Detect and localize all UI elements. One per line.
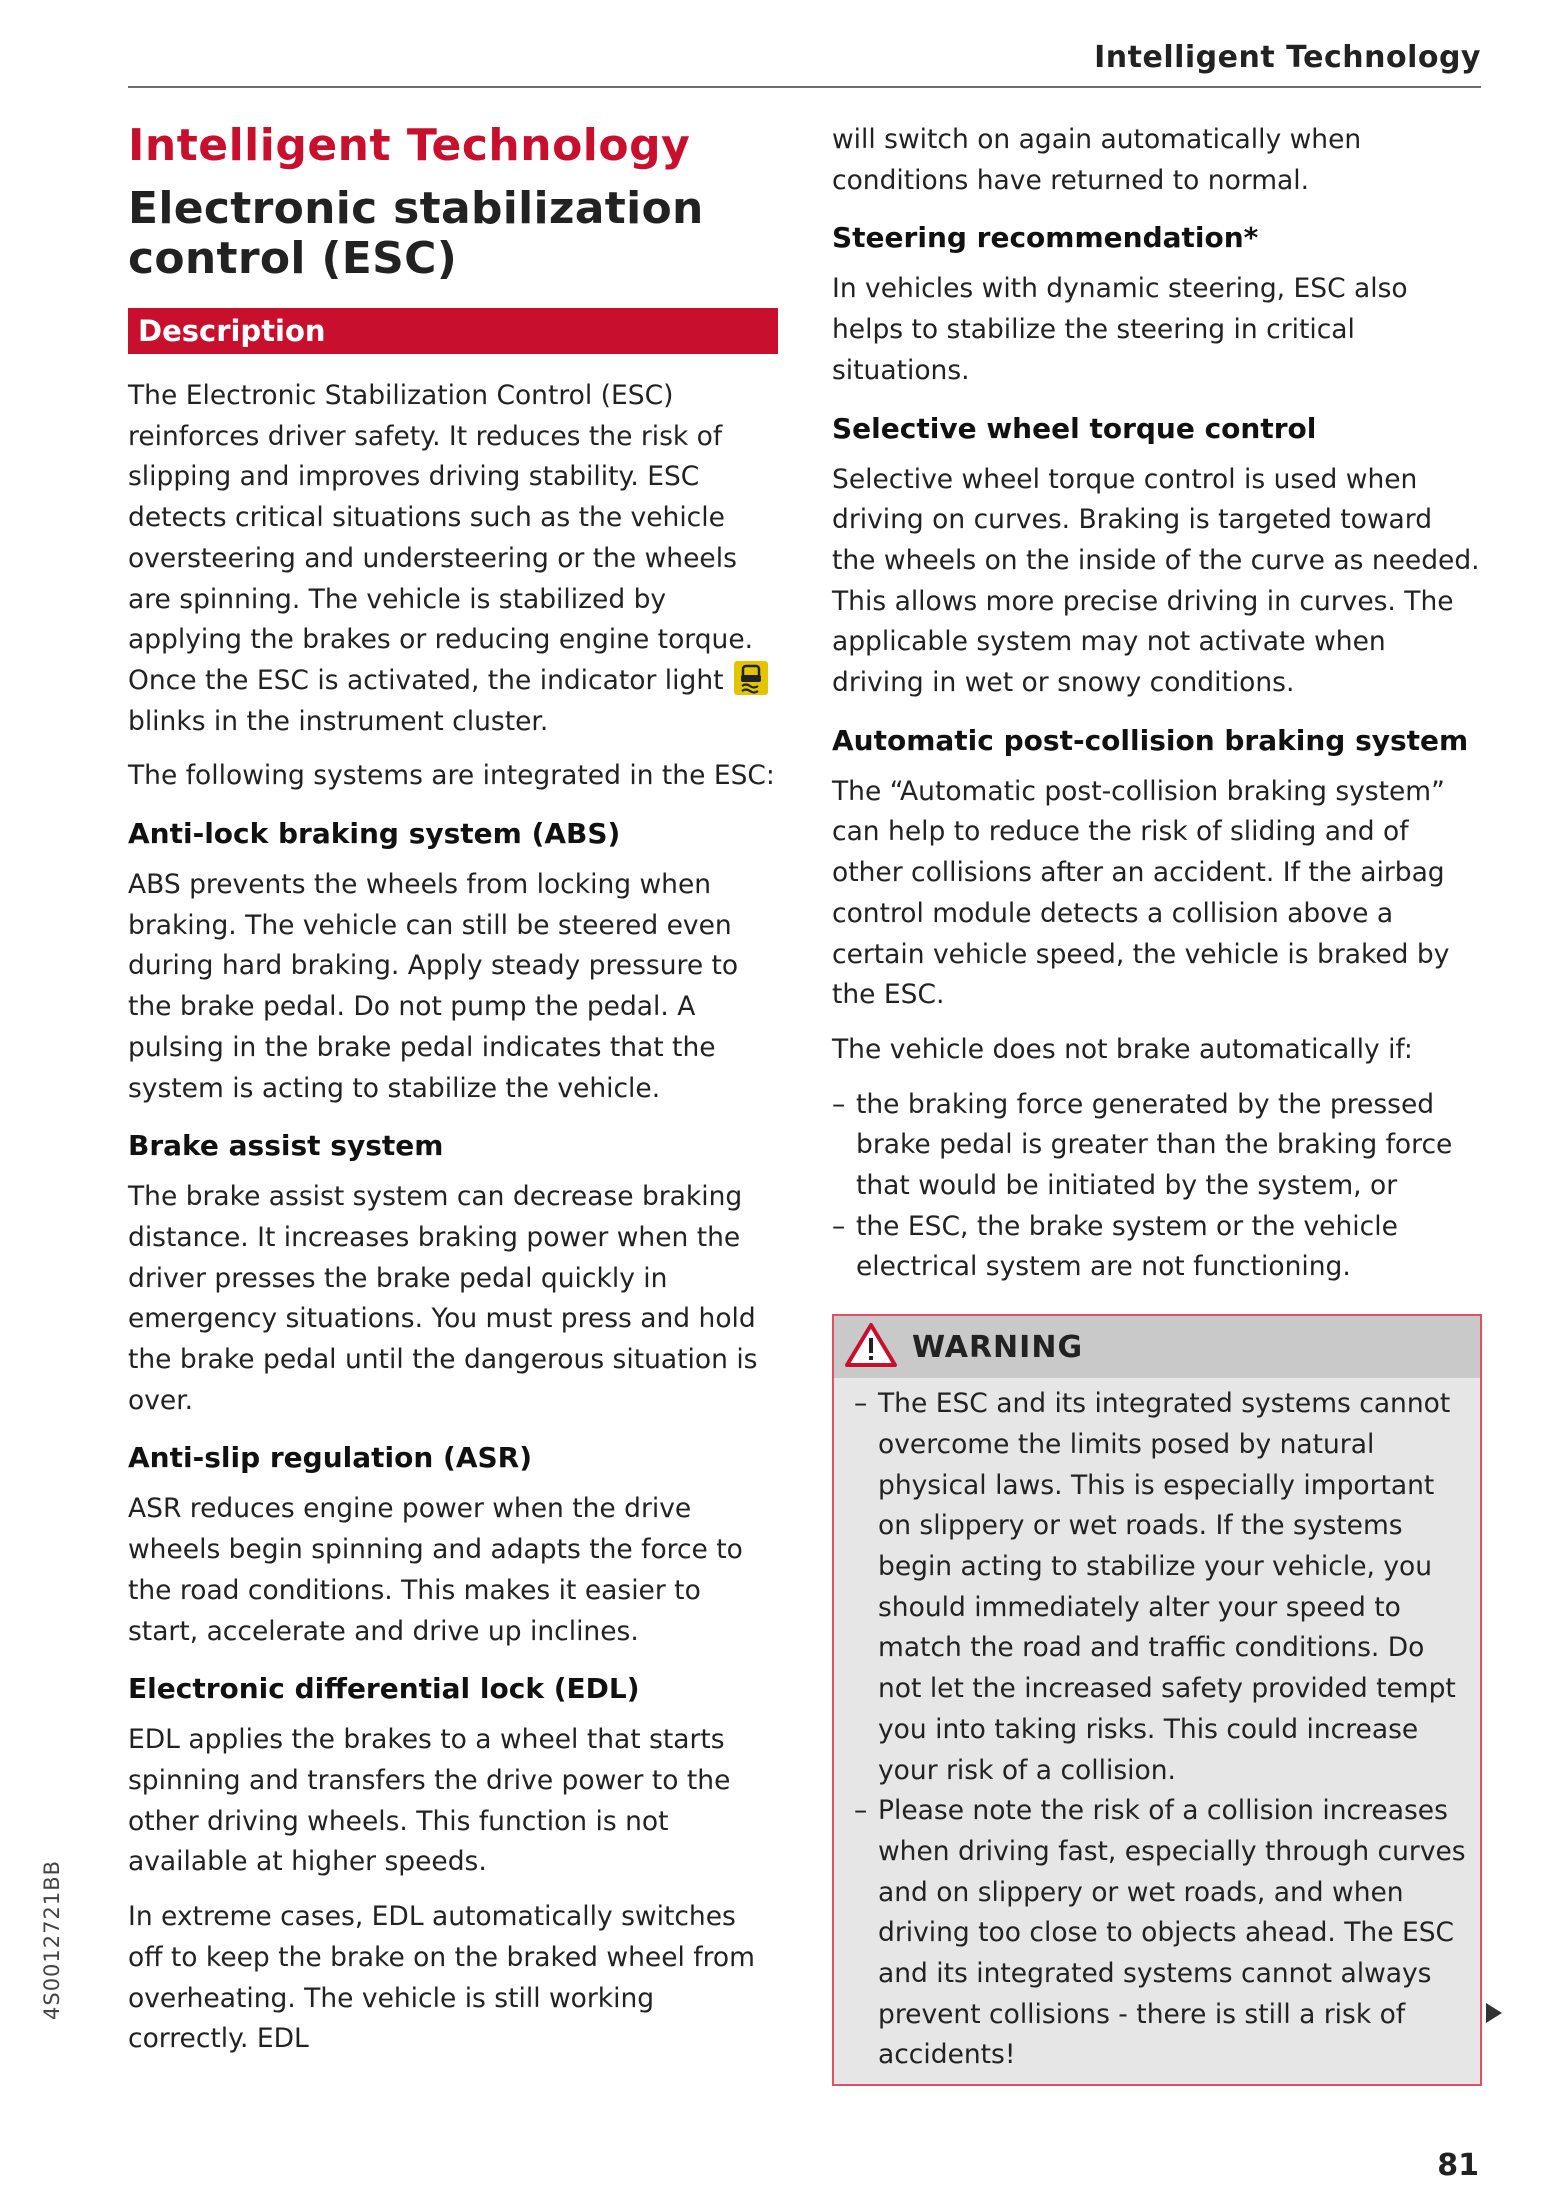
description-bar [128, 308, 778, 354]
intro-text-start: The Electronic Stabilization Control (ESC) reinforces driver safety. It reduces the risk of slipping and improves driving stability. ESC detects critical situations such as the vehicle oversteering and understeering or the wheels are spinning. The vehicle is stabilized by applying the brakes or reducing engine torque. Once the ESC is activated, the indicator light [128, 380, 754, 696]
steering-heading: Steering recommendation* [832, 221, 1259, 255]
torque-text: Selective wheel torque control is used when driving on curves. Braking is targeted toward the wheels on the inside of the curve as needed. This allows more precise driving in curves. The applicable system may not activate when driving in wet or snowy conditions. [832, 463, 1480, 699]
section-title: Intelligent Technology [128, 120, 691, 171]
brake-assist-heading: Brake assist system [128, 1129, 444, 1163]
no-brake-intro: The vehicle does not brake automatically if: [832, 1033, 1413, 1065]
brake-assist-text: The brake assist system can decrease braking distance. It increases braking power when the driver presses the brake pedal quickly in emergency situations. You must press and hold the brake pedal until the dangerous situation is over. [128, 1181, 758, 1416]
steering-text: In vehicles with dynamic steering, ESC also helps to stabilize the steering in critical situations. [832, 273, 1408, 386]
document-code: 4S0012721BB [40, 1859, 64, 2020]
torque-heading: Selective wheel torque control [832, 411, 1317, 445]
continue-arrow-icon [1486, 2003, 1502, 2023]
running-header [128, 40, 1481, 88]
warning-body [834, 1378, 1480, 2084]
abs-text: ABS prevents the wheels from locking when braking. The vehicle can still be steered even during hard braking. Apply steady pressure to the brake pedal. Do not pump the pedal. A pulsing in the brake pedal indicates that the system is acting to stabilize the vehicle. [128, 869, 739, 1104]
edl-continued: will switch on again automatically when conditions have returned to normal. [832, 124, 1362, 196]
intro-paragraph [128, 376, 778, 742]
warning-triangle-icon [844, 1321, 898, 1373]
intro-text-end: blinks in the instrument cluster. [128, 705, 549, 737]
warning-box [832, 1314, 1482, 2086]
warning-list [854, 1384, 1466, 2076]
warning-header [834, 1316, 1480, 1378]
list-item: – Please note the risk of a collision increases when driving fast, especially through curves and on slippery or wet roads, and when driving too close to objects ahead. The ESC and its integrated systems cannot always prevent collisions - there is still a risk of accidents! [854, 1791, 1466, 2076]
no-brake-conditions [832, 1085, 1482, 1289]
list-item: – The ESC and its integrated systems cannot overcome the limits posed by natural physical laws. This is especially important on slippery or wet roads. If the systems begin acting to stabilize your vehicle, you should immediately alter your speed to match the road and traffic conditions. Do not let the increased safety provided tempt you into taking risks. This could increase your risk of a collision. [854, 1384, 1466, 1791]
topic-title: Electronic stabilization control (ESC) [128, 183, 704, 284]
edl-text-2: In extreme cases, EDL automatically switches off to keep the brake on the braked wheel from overheating. The vehicle is still working correctly. EDL [128, 1901, 755, 2055]
esc-indicator-icon [734, 661, 768, 695]
asr-heading: Anti-slip regulation (ASR) [128, 1441, 533, 1475]
right-column [832, 120, 1482, 2086]
description-label: Description [138, 314, 326, 348]
list-item: – the ESC, the brake system or the vehicle electrical system are not functioning. [832, 1207, 1482, 1288]
list-item: – the braking force generated by the pressed brake pedal is greater than the braking force that would be initiated by the system, or [832, 1085, 1482, 1207]
edl-heading: Electronic differential lock (EDL) [128, 1672, 640, 1706]
abs-heading: Anti-lock braking system (ABS) [128, 817, 621, 851]
systems-intro: The following systems are integrated in the ESC: [128, 760, 775, 792]
warning-title: WARNING [912, 1329, 1084, 1365]
page-number: 81 [1437, 2148, 1479, 2183]
running-header-title: Intelligent Technology [1094, 40, 1481, 75]
left-column [128, 120, 778, 2074]
edl-text-1: EDL applies the brakes to a wheel that starts spinning and transfers the drive power to the other driving wheels. This function is not available at higher speeds. [128, 1724, 731, 1878]
asr-text: ASR reduces engine power when the drive wheels begin spinning and adapts the force to the road conditions. This makes it easier to start, accelerate and drive up inclines. [128, 1493, 743, 1647]
postcollision-heading: Automatic post-collision braking system [832, 723, 1469, 757]
postcollision-text: The “Automatic post-collision braking system” can help to reduce the risk of sliding and of other collisions after an accident. If the airbag control module detects a collision above a certain vehicle speed, the vehicle is braked by the ESC. [832, 775, 1450, 1011]
